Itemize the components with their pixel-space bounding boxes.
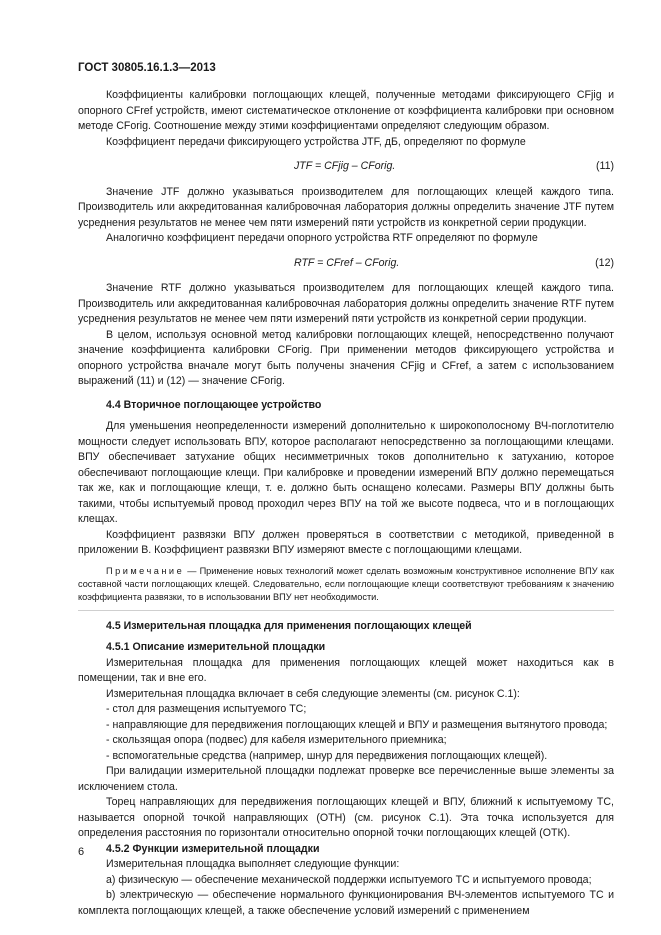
note-label: Примечание: [106, 565, 185, 576]
paragraph: Коэффициенты калибровки поглощающих клещей, полученные методами фиксирующего CFjig и опорного CFref устройств, имеют систематическое отклонение от коэффициента калибровки при основном методе CForig. Соотношение между этими коэффициентами определяют следующим образом.: [78, 89, 614, 132]
formula-expression: JTF = CFjig – CForig.: [294, 160, 396, 172]
document-body: [78, 88, 614, 919]
paragraph: Торец направляющих для передвижения поглощающих клещей и ВПУ, ближний к испытуемому ТС, называется опорной точкой направляющих (ОТН) (см. рисунок С.1). Эта точка используется для определения расстояния по горизонтали относительно опорной точки поглощающих клещей (ОТК).: [78, 796, 614, 839]
paragraph: Измерительная площадка для применения поглощающих клещей может находиться как в помещении, так и вне его.: [78, 656, 614, 684]
paragraph: Значение RTF должно указываться производителем для поглощающих клещей каждого типа. Производитель или аккредитованная калибровочная лаборатория должны определить значение RTF путем усреднения результатов не менее чем пяти измерений пяти устройств из конкретной серии продукции.: [78, 282, 614, 325]
paragraph: Аналогично коэффициент передачи опорного устройства RTF определяют по формуле: [106, 232, 538, 244]
list-item: а) физическую — обеспечение механической поддержки испытуемого ТС и испытуемого провода;: [106, 873, 592, 886]
paragraph: Коэффициент передачи фиксирующего устройства JTF, дБ, определяют по формуле: [106, 135, 526, 148]
subsection-heading: 4.5.1 Описание измерительной площадки: [106, 641, 326, 653]
paragraph: Для уменьшения неопределенности измерений дополнительно к широкополосному ВЧ-поглотителю мощности следует использовать ВПУ, которое располагают непосредственно за поглощающими клещами. ВПУ обеспечивает затухание общих несимметричных токов дополнительно к затуханию, которое обеспечивают поглощающие клещи. При калибровке и проведении измерений ВПУ должно перемещаться так же, как и поглощающие клещи, т. е. должно быть оснащено колесами. Размеры ВПУ должны быть такими, чтобы испытуемый провод проходил через ВПУ на той же высоте подвеса, что и в поглощающих клещах.: [78, 420, 614, 525]
list-item: - направляющие для передвижения поглощающих клещей и ВПУ и размещения вытянутого провода;: [106, 718, 608, 731]
formula-expression: RTF = CFref – CForig.: [294, 256, 400, 269]
note: [78, 565, 614, 604]
page-number: 6: [78, 846, 85, 858]
list-item: b) электрическую — обеспечение нормального функционирования ВЧ-элементов испытуемого ТС и комплекта поглощающих клещей, а также обеспечение условий измерений с применением: [78, 889, 614, 917]
paragraph: В целом, используя основной метод калибровки поглощающих клещей, непосредственно получают значение коэффициента калибровки CForig. При применении методов фиксирующего устройства и опорного устройства вначале могут быть получены значения CFjig и CFref, а затем с использованием выражений (11) и (12) — значение CForig.: [78, 328, 614, 387]
section-heading: 4.5 Измерительная площадка для применения поглощающих клещей: [106, 619, 472, 632]
section-heading: 4.4 Вторичное поглощающее устройство: [106, 398, 322, 411]
paragraph: Измерительная площадка выполняет следующие функции:: [106, 858, 400, 870]
note-text: — Применение новых технологий может сделать возможным конструктивное исполнение ВПУ как составной части поглощающих клещей. Следовательно, если поглощающие клещи соответствуют требованиям к значению коэффициента развязки, то в использовании ВПУ нет необходимости.: [78, 565, 614, 602]
paragraph: Коэффициент развязки ВПУ должен проверяться в соответствии с методикой, приведенной в приложении В. Коэффициент развязки ВПУ измеряют вместе с поглощающими клещами.: [78, 528, 614, 556]
list-item: - вспомогательные средства (например, шнур для передвижения поглощающих клещей).: [106, 749, 548, 762]
paragraph: Значение JTF должно указываться производителем для поглощающих клещей каждого типа. Производитель или аккредитованная калибровочная лаборатория должны определить значение JTF путем усреднения результатов не менее чем пяти измерений пяти устройств из конкретной серии продукции.: [78, 185, 614, 229]
formula-11: [78, 159, 614, 175]
list-item: - скользящая опора (подвес) для кабеля измерительного приемника;: [106, 734, 447, 746]
formula-number: (11): [595, 160, 614, 172]
standard-header: ГОСТ 30805.16.1.3—2013: [78, 62, 216, 74]
subsection-heading: 4.5.2 Функции измерительной площадки: [106, 842, 320, 855]
formula-12: [78, 256, 614, 272]
paragraph: Измерительная площадка включает в себя следующие элементы (см. рисунок С.1):: [106, 687, 520, 700]
paragraph: При валидации измерительной площадки подлежат проверке все перечисленные выше элементы за исключением стола.: [78, 765, 614, 793]
divider: [78, 610, 614, 611]
formula-number: (12): [595, 256, 614, 269]
list-item: - стол для размещения испытуемого ТС;: [106, 703, 307, 715]
